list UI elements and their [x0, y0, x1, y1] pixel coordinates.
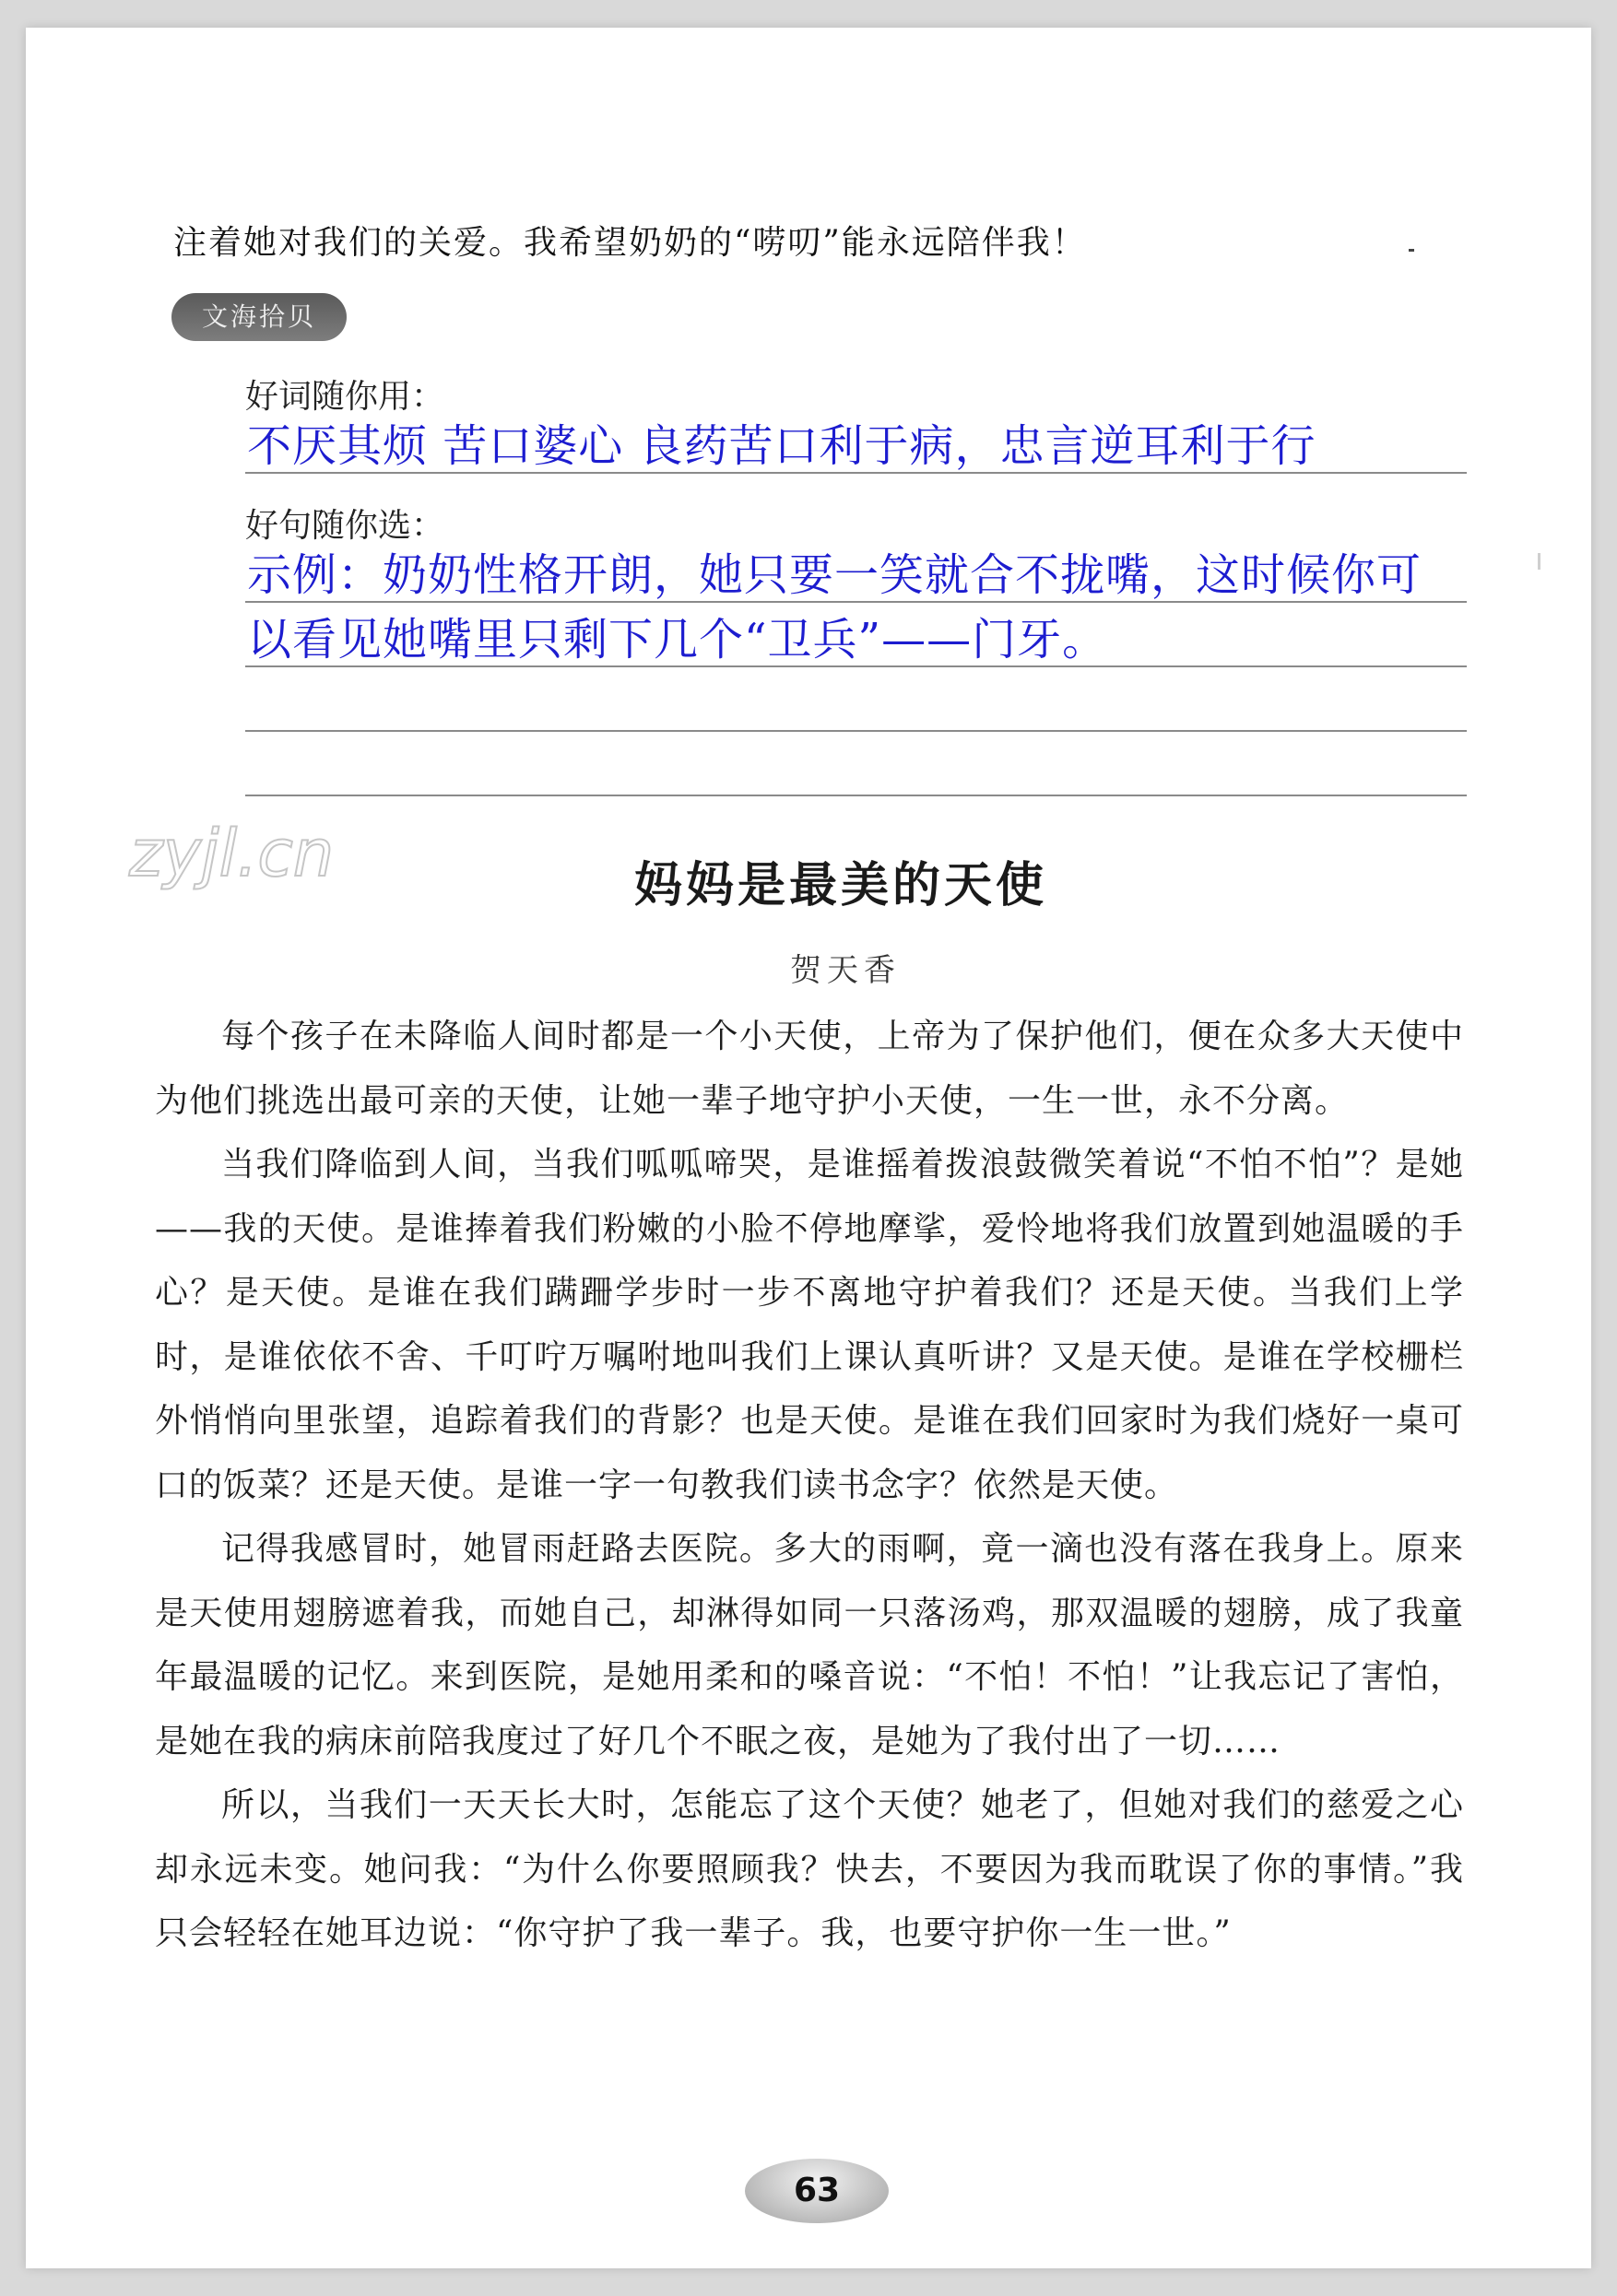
good-words-label: 好词随你用： — [245, 378, 445, 416]
essay-paragraph: 所以，当我们一天天长大时，怎能忘了这个天使？她老了，但她对我们的慈爱之心却永远未变。她问我：“为什么你要照顾我？快去，不要因为我而耽误了你的事情。”我只会轻轻在她耳边说：“你守护了我一辈子。我，也要守护你一生一世。” — [155, 1786, 1464, 1952]
answer-line — [245, 472, 1467, 474]
watermark: zyjl.cn — [129, 816, 335, 891]
essay-paragraph: 记得我感冒时，她冒雨赶路去医院。多大的雨啊，竟一滴也没有落在我身上。原来是天使用翅膀遮着我，而她自己，却淋得如同一只落汤鸡，那双温暖的翅膀，成了我童年最温暖的记忆。来到医院，是她用柔和的嗓音说：“不怕！不怕！”让我忘记了害怕，是她在我的病床前陪我度过了好几个不眠之夜，是她为了我付出了一切…… — [155, 1530, 1464, 1760]
previous-essay-last-line: 注着她对我们的关爱。我希望奶奶的“唠叨”能永远陪伴我！ — [173, 224, 1087, 262]
good-sentences-answer-line2: 以看见她嘴里只剩下几个“卫兵”——门牙。 — [247, 614, 1108, 665]
essay-author: 贺天香 — [790, 952, 901, 989]
answer-line — [245, 795, 1467, 796]
section-badge: 文海拾贝 — [171, 293, 347, 341]
essay-paragraph: 当我们降临到人间，当我们呱呱啼哭，是谁摇着拨浪鼓微笑着说“不怕不怕”？是她——我的天使。是谁捧着我们粉嫩的小脸不停地摩挲，爱怜地将我们放置到她温暖的手心？是天使。是谁在我们蹒跚学步时一步不离地守护着我们？还是天使。当我们上学时，是谁依依不舍、千叮咛万嘱咐地叫我们上课认真听讲？又是天使。是谁在学校栅栏外悄悄向里张望，追踪着我们的背影？也是天使。是谁在我们回家时为我们烧好一桌可口的饭菜？还是天使。是谁一字一句教我们读书念字？依然是天使。 — [155, 1146, 1464, 1504]
good-sentences-answer-line1: 示例：奶奶性格开朗，她只要一笑就合不拢嘴，这时候你可 — [247, 549, 1422, 601]
workbook-page — [26, 28, 1591, 2268]
essay-body — [155, 1005, 1464, 1966]
essay-paragraph: 每个孩子在未降临人间时都是一个小天使，上帝为了保护他们，便在众多大天使中为他们挑选出最可亲的天使，让她一辈子地守护小天使，一生一世，永不分离。 — [155, 1018, 1464, 1120]
stray-dot — [1409, 249, 1414, 252]
page-number: 63 — [745, 2159, 889, 2223]
good-sentences-label: 好句随你选： — [245, 507, 445, 545]
answer-line — [245, 665, 1467, 667]
good-words-answer: 不厌其烦 苦口婆心 良药苦口利于病，忠言逆耳利于行 — [247, 420, 1316, 472]
scan-mark — [1538, 553, 1540, 570]
answer-line — [245, 601, 1467, 603]
essay-title: 妈妈是最美的天使 — [633, 858, 1047, 913]
answer-line — [245, 730, 1467, 732]
